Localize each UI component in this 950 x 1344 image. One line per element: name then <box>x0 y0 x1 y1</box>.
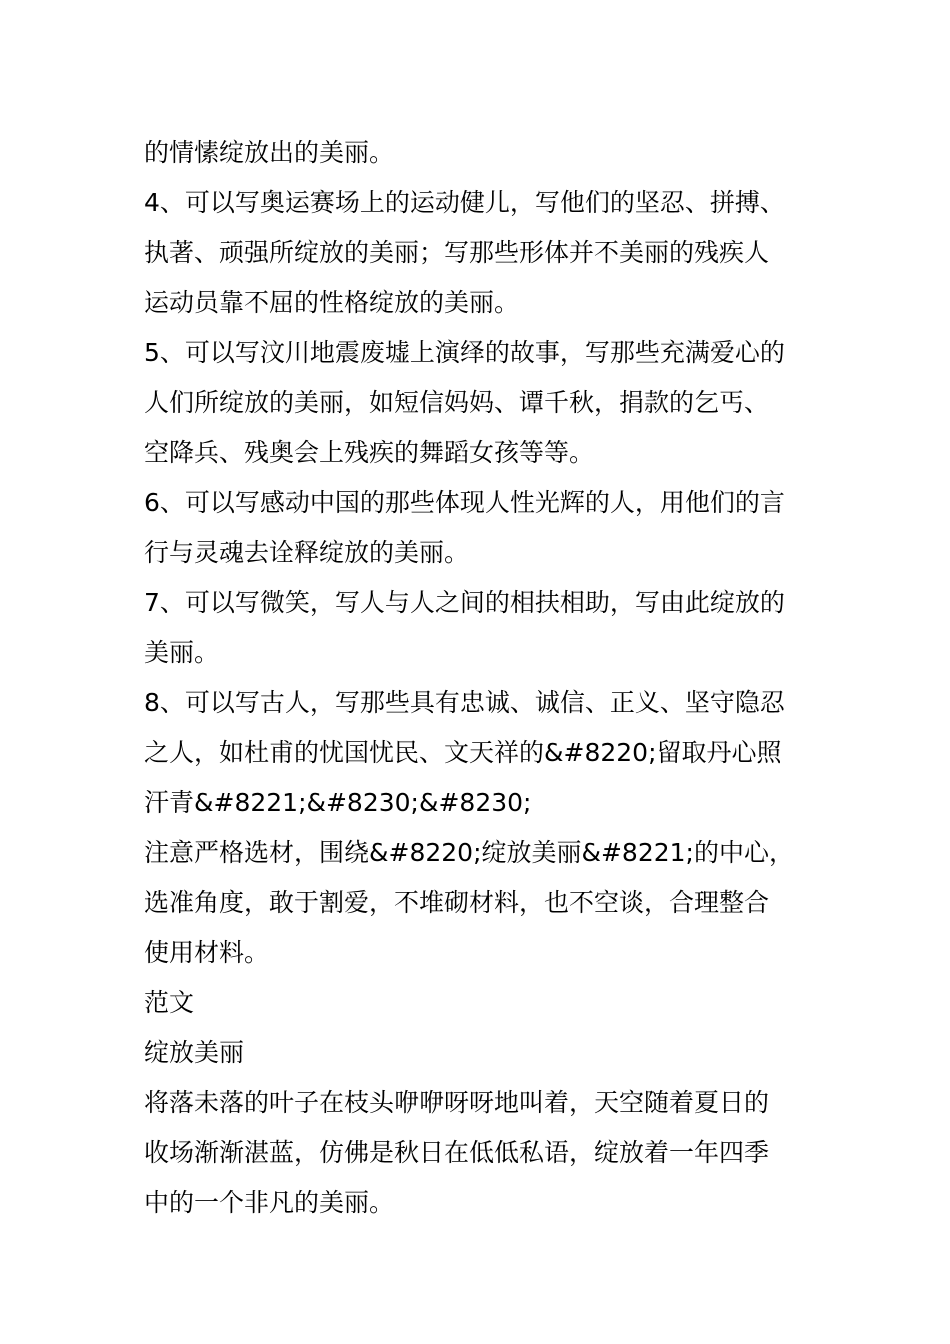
text-line: 中的一个非凡的美丽。 <box>144 1188 395 1217</box>
text-line: 使用材料。 <box>144 938 270 967</box>
text-line: 收场渐渐湛蓝，仿佛是秋日在低低私语，绽放着一年四季 <box>144 1138 770 1167</box>
text-line: 选准角度，敢于割爱，不堆砌材料，也不空谈，合理整合 <box>144 888 770 917</box>
text-line: 注意严格选材，围绕&#8220;绽放美丽&#8221;的中心， <box>144 838 794 867</box>
text-line: 运动员靠不屈的性格绽放的美丽。 <box>144 288 520 317</box>
text-line: 美丽。 <box>144 638 220 667</box>
text-line: 4、可以写奥运赛场上的运动健儿，写他们的坚忍、拼搏、 <box>144 188 785 217</box>
text-line: 的情愫绽放出的美丽。 <box>144 138 395 167</box>
text-line: 之人，如杜甫的忧国忧民、文天祥的&#8220;留取丹心照 <box>144 738 782 767</box>
text-line: 行与灵魂去诠释绽放的美丽。 <box>144 538 470 567</box>
text-line: 7、可以写微笑，写人与人之间的相扶相助，写由此绽放的 <box>144 588 785 617</box>
section-label: 范文 <box>144 988 195 1017</box>
document-body <box>144 128 814 1228</box>
text-line: 汗青&#8221;&#8230;&#8230; <box>144 788 532 817</box>
text-line: 6、可以写感动中国的那些体现人性光辉的人，用他们的言 <box>144 488 785 517</box>
essay-title: 绽放美丽 <box>144 1038 245 1067</box>
text-line: 人们所绽放的美丽，如短信妈妈、谭千秋，捐款的乞丐、 <box>144 388 770 417</box>
text-line: 空降兵、残奥会上残疾的舞蹈女孩等等。 <box>144 438 595 467</box>
text-line: 8、可以写古人，写那些具有忠诚、诚信、正义、坚守隐忍 <box>144 688 785 717</box>
text-line: 将落未落的叶子在枝头咿咿呀呀地叫着，天空随着夏日的 <box>144 1088 770 1117</box>
text-line: 5、可以写汶川地震废墟上演绎的故事，写那些充满爱心的 <box>144 338 785 367</box>
text-line: 执著、顽强所绽放的美丽；写那些形体并不美丽的残疾人 <box>144 238 770 267</box>
